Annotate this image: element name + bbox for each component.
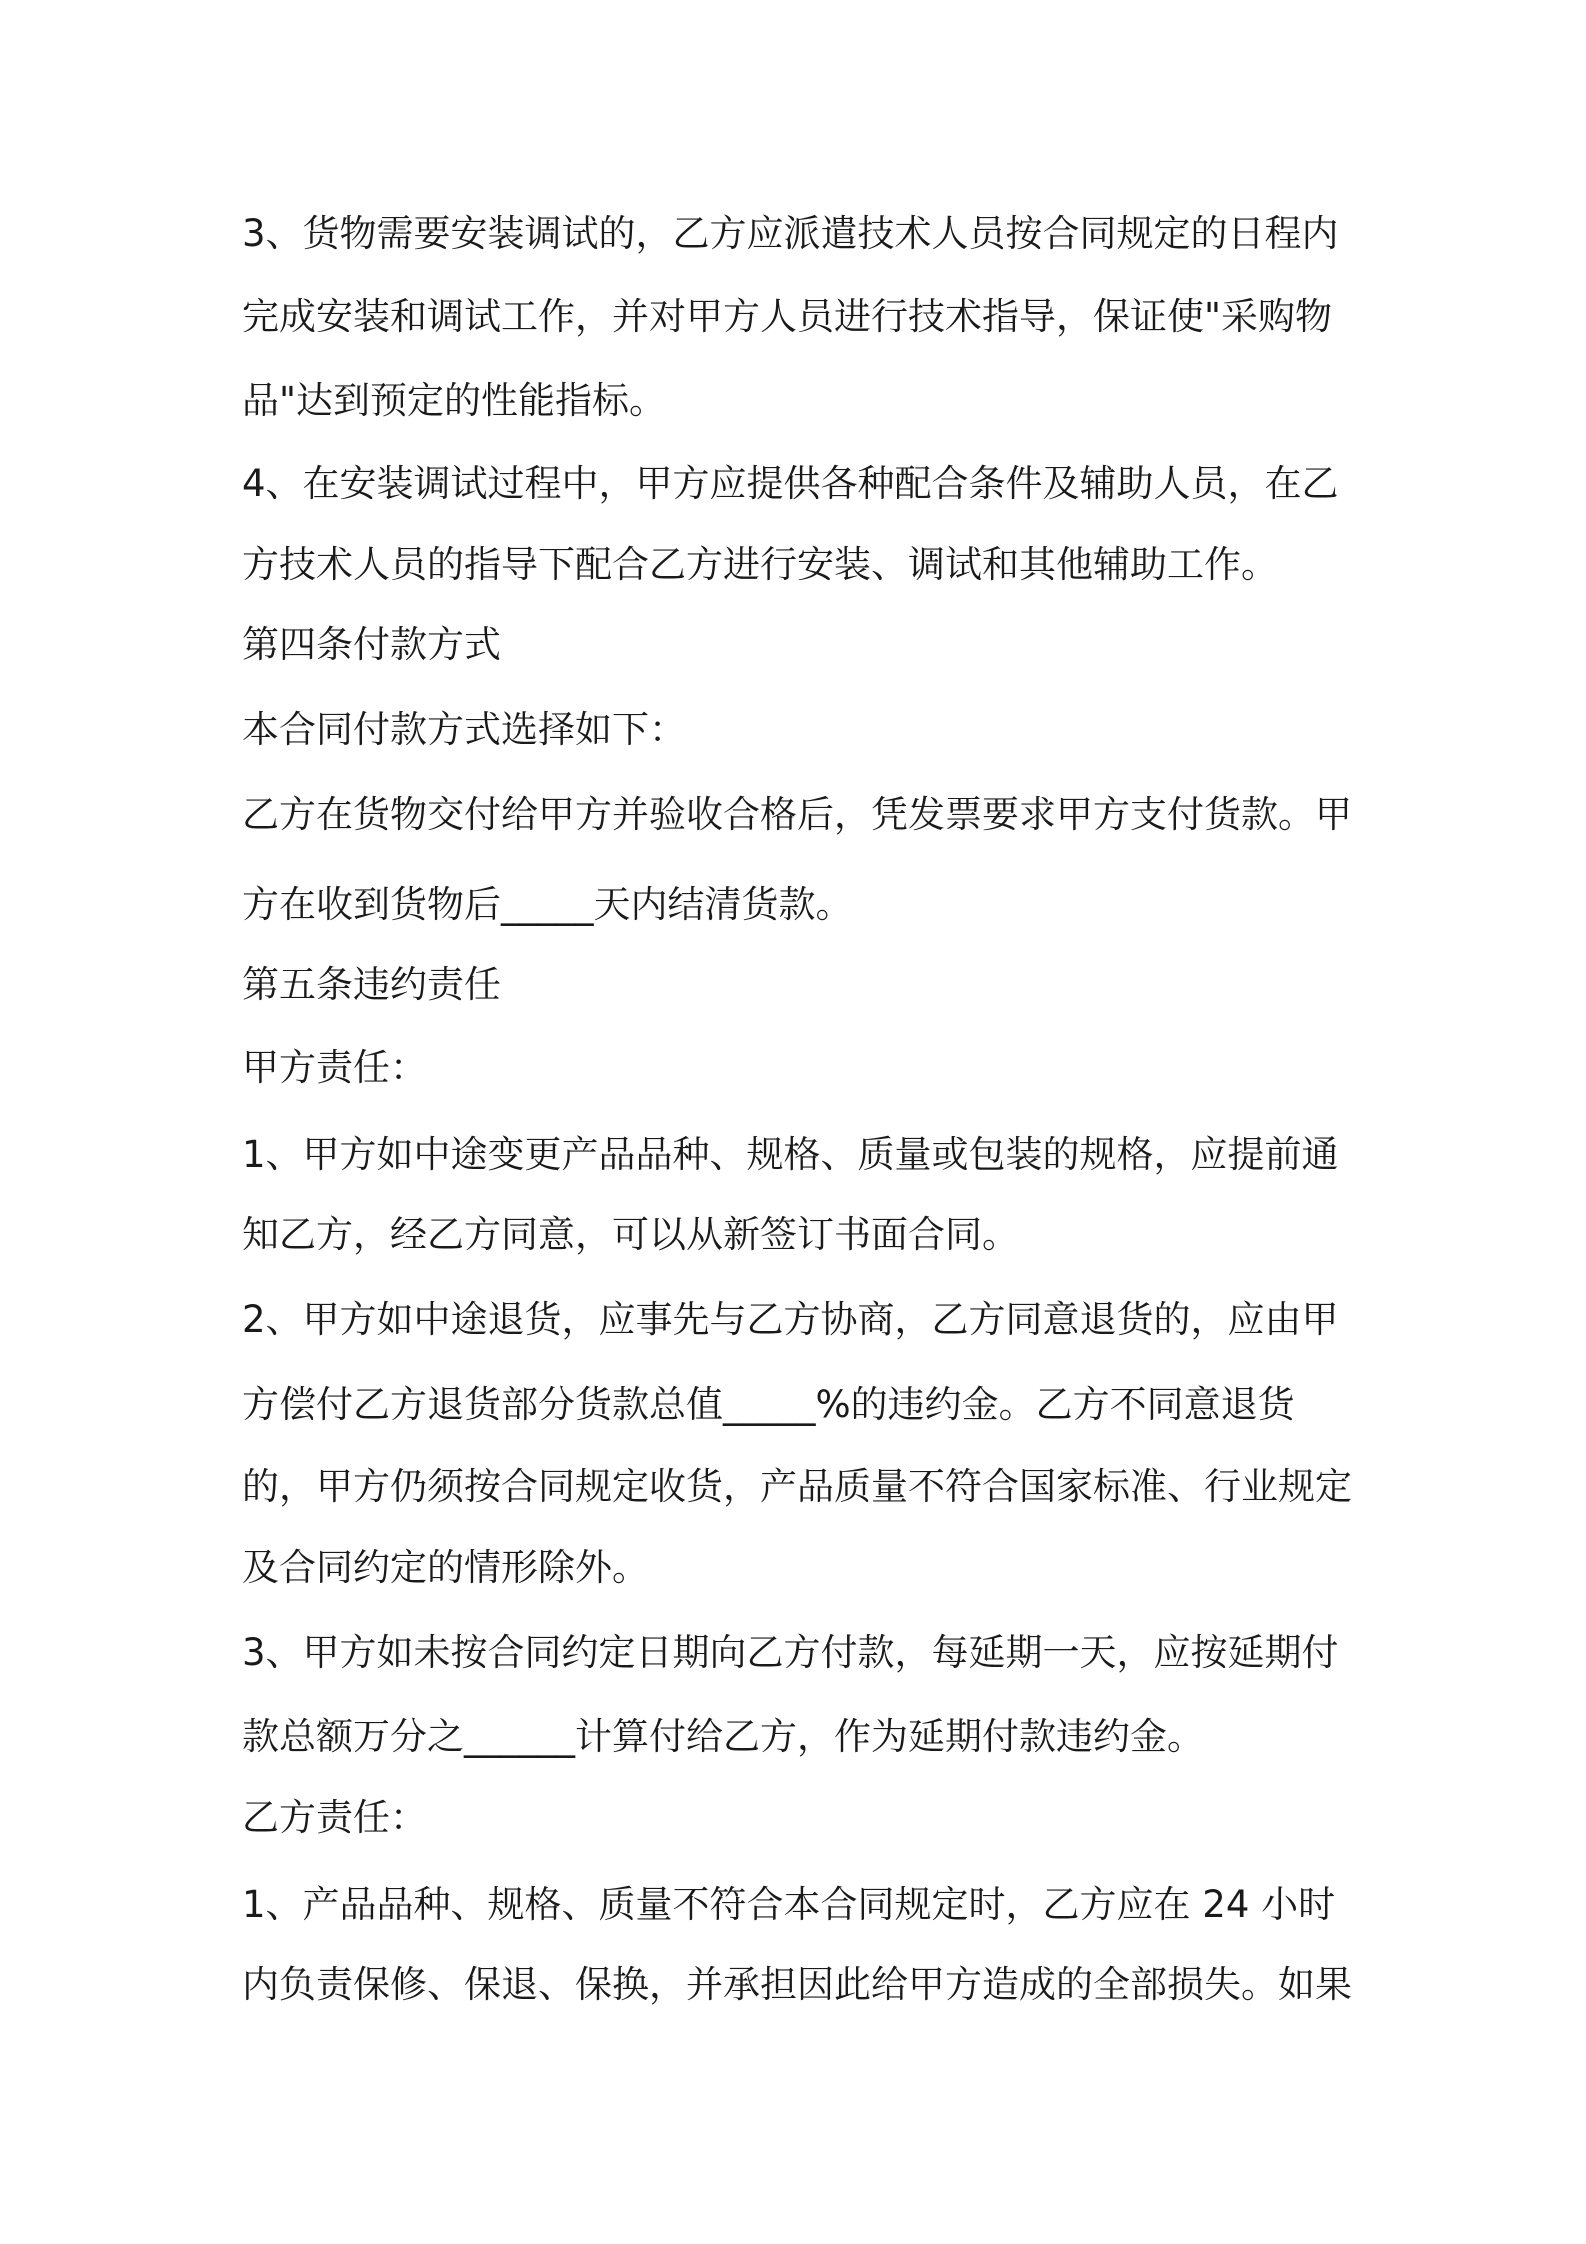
text-line: 本合同付款方式选择如下： xyxy=(242,708,686,751)
text-line: 甲方责任： xyxy=(242,1046,427,1089)
text-line: 方技术人员的指导下配合乙方进行安装、调试和其他辅助工作。 xyxy=(242,543,1278,586)
text-line: 知乙方，经乙方同意，可以从新签订书面合同。 xyxy=(242,1213,1019,1256)
text-line: 及合同约定的情形除外。 xyxy=(242,1546,649,1589)
section-heading: 第四条付款方式 xyxy=(242,623,501,666)
text-line: 方在收到货物后_____天内结清货款。 xyxy=(242,883,853,926)
text-line: 1、产品品种、规格、质量不符合本合同规定时，乙方应在 24 小时 xyxy=(242,1883,1336,1926)
text-line: 内负责保修、保退、保换，并承担因此给甲方造成的全部损失。如果 xyxy=(242,1963,1352,2006)
text-line: 2、甲方如中途退货，应事先与乙方协商，乙方同意退货的，应由甲 xyxy=(242,1298,1339,1341)
text-line: 方偿付乙方退货部分货款总值_____%的违约金。乙方不同意退货 xyxy=(242,1383,1295,1426)
text-line: 品"达到预定的性能指标。 xyxy=(242,379,667,422)
text-line: 3、甲方如未按合同约定日期向乙方付款，每延期一天，应按延期付 xyxy=(242,1631,1339,1674)
text-line: 1、甲方如中途变更产品品种、规格、质量或包装的规格，应提前通 xyxy=(242,1133,1339,1176)
text-line: 4、在安装调试过程中，甲方应提供各种配合条件及辅助人员，在乙 xyxy=(242,462,1339,505)
text-line: 的，甲方仍须按合同规定收货，产品质量不符合国家标准、行业规定 xyxy=(242,1465,1352,1508)
text-line: 乙方在货物交付给甲方并验收合格后，凭发票要求甲方支付货款。甲 xyxy=(242,793,1352,836)
text-line: 完成安装和调试工作，并对甲方人员进行技术指导，保证使"采购物 xyxy=(242,295,1333,338)
section-heading: 第五条违约责任 xyxy=(242,963,501,1006)
text-line: 3、货物需要安装调试的，乙方应派遣技术人员按合同规定的日程内 xyxy=(242,212,1339,255)
text-line: 乙方责任： xyxy=(242,1796,427,1839)
text-line: 款总额万分之______计算付给乙方，作为延期付款违约金。 xyxy=(242,1715,1204,1758)
